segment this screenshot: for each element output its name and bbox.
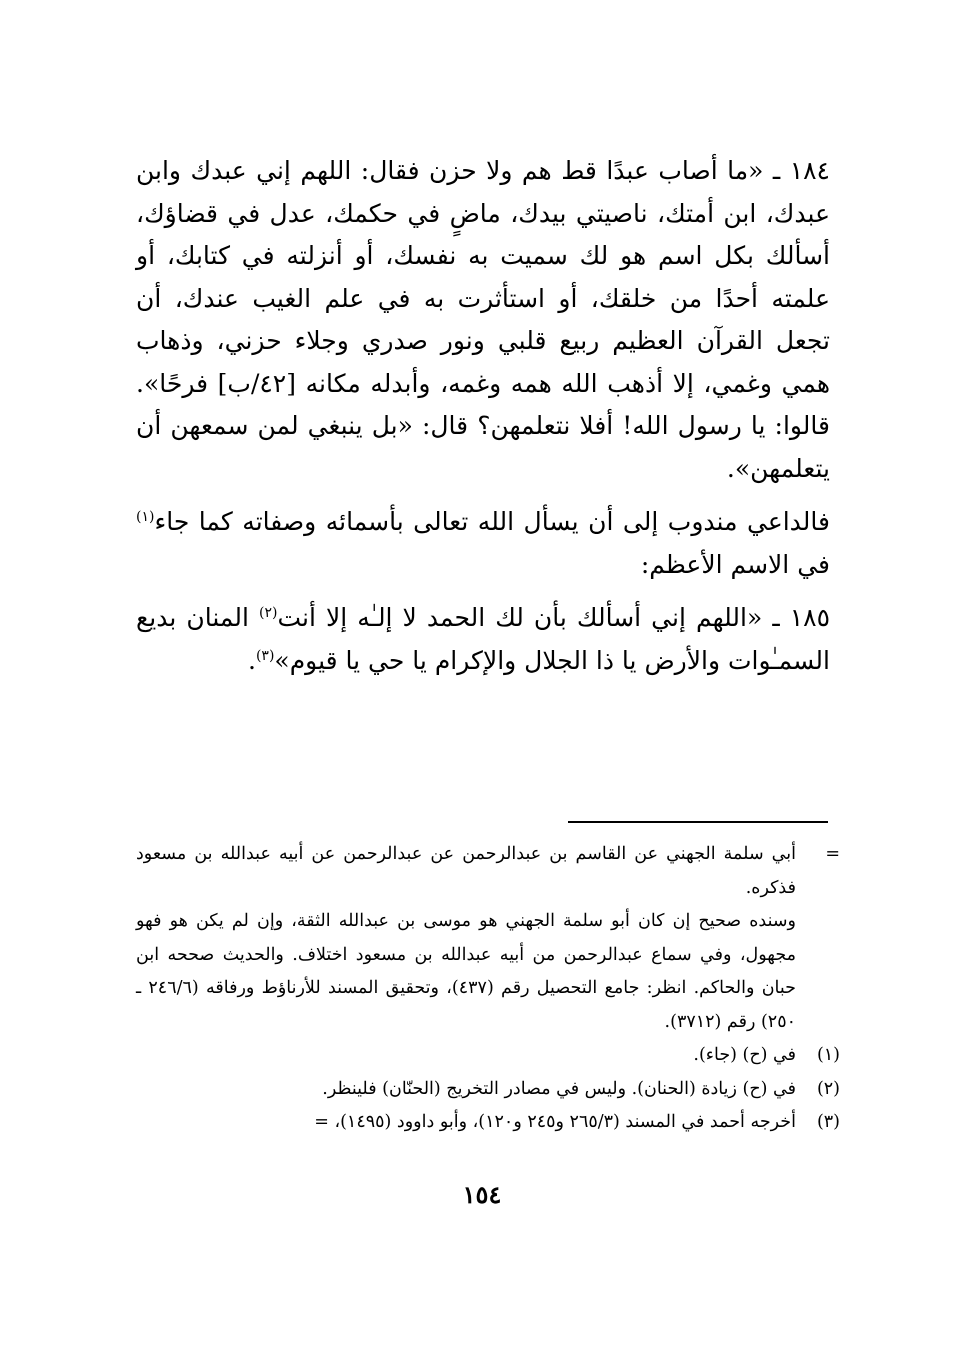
explanation-paragraph	[136, 501, 830, 586]
hadith-185	[136, 597, 830, 682]
footnotes	[136, 838, 840, 1140]
footnote-3-text: أخرجه أحمد في المسند (٢٦٥/٣ و٢٤٥ و١٢٠)، وأبو داوود (١٤٩٥)، =	[314, 1112, 796, 1132]
hadith-185-text-a: «اللهم إني أسألك بأن لك الحمد لا إلـٰه إلا أنت	[277, 603, 763, 632]
main-text	[136, 150, 830, 682]
footnote-2-number: (٢)	[816, 1078, 840, 1099]
hadith-185-text-c: .	[247, 645, 256, 675]
footnote-2-text: في (ح) زيادة (الحنان). وليس في مصادر التخريج (الحنّان) فلينظر.	[322, 1078, 796, 1099]
page-number: ١٥٤	[462, 1180, 502, 1209]
footnote-separator	[568, 821, 828, 823]
explanation-text-b: في الاسم الأعظم:	[640, 549, 830, 579]
hadith-184-text: «ما أصاب عبدًا قط هم ولا حزن فقال: اللهم إني عبدك وابن عبدك، ابن أمتك، ناصيتي بيدك، ماضٍ في حكمك، عدل في قضاؤك، أسألك بكل اسم هو لك سميت به نفسك، أو أنزلته في كتابك، أو علمته أحدًا من خلقك، أو استأثرت به في علم الغيب عندك، أن تجعل القرآن العظيم ربيع قلبي ونور صدري وجلاء حزني، وذهاب همي وغمي، إلا أذهب الله همه وغمه، وأبدله مكانه [٤٢/ب] فرحًا». قالوا: يا رسول الله! أفلا نتعلمهن؟ قال: «بل ينبغي لمن سمعهن أن يتعلمهن».	[136, 156, 831, 483]
footnote-continuation-2	[136, 905, 840, 1039]
footnote-2	[136, 1073, 840, 1107]
footnote-1	[136, 1039, 840, 1073]
continuation-text-2: وسنده صحيح إن كان أبو سلمة الجهني هو موسى بن عبدالله الثقة، وإن لم يكن هو فهو مجهول، وفي سماع عبدالرحمن من أبيه عبدالله بن مسعود اختلاف. والحديث صححه ابن حبان والحاكم. انظر: جامع التحصيل رقم (٤٣٧)، وتحقيق المسند للأرناؤط ورفاقه (٢٤٦/٦ ـ ٢٥٠) رقم (٣٧١٢).	[136, 911, 796, 1032]
footnote-ref-1: (١)	[136, 509, 155, 525]
footnote-continuation	[136, 838, 840, 905]
hadith-184	[136, 150, 830, 490]
footnote-ref-2: (٢)	[258, 605, 278, 621]
continuation-mark: =	[825, 844, 840, 864]
footnote-3-number: (٣)	[816, 1112, 840, 1132]
hadith-185-number: ١٨٥ ـ	[772, 603, 831, 632]
footnote-1-number: (١)	[816, 1045, 840, 1065]
hadith-184-number: ١٨٤ ـ	[772, 156, 830, 185]
hadith-185-text-b: المنان بديع السمـٰوات والأرض يا ذا الجلال والإكرام يا حي يا قيوم»	[136, 603, 830, 675]
footnote-1-text: في (ح) (جاء).	[693, 1045, 796, 1065]
continuation-text-1: أبي سلمة الجهني عن القاسم بن عبدالرحمن عن عبدالرحمن عن أبيه عبدالله بن مسعود فذكره.	[136, 844, 796, 898]
footnote-3	[136, 1106, 840, 1140]
footnote-ref-3: (٣)	[255, 647, 275, 664]
explanation-text-a: فالداعي مندوب إلى أن يسأل الله تعالى بأسمائه وصفاته كما جاء	[154, 507, 830, 536]
